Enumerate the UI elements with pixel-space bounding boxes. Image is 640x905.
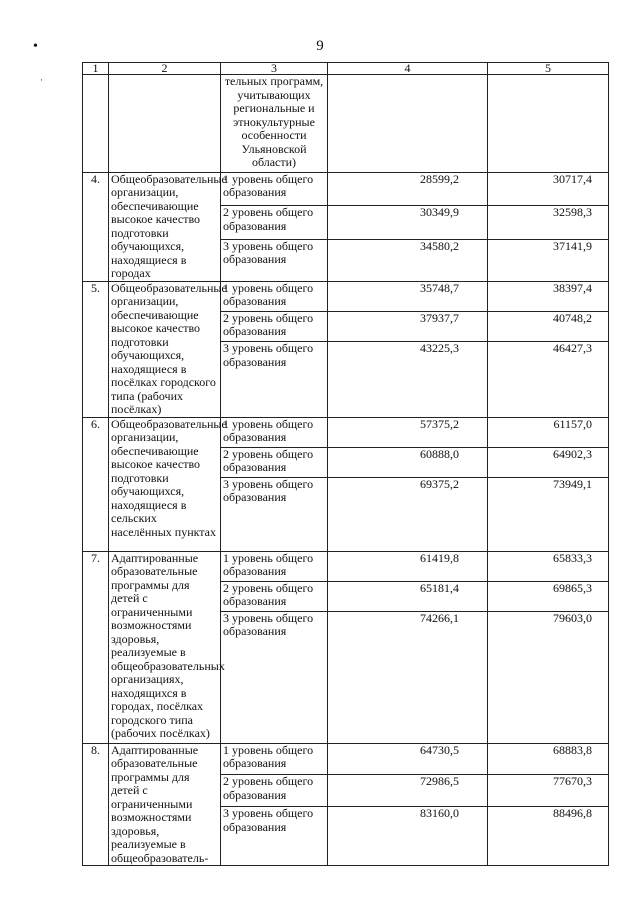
organization-type: Адаптированные образовательные программы для детей с ограниченными возможностями здоровья, реализуемые в общеобразователь- bbox=[109, 743, 221, 866]
value-col4: 34580,2 bbox=[328, 239, 488, 281]
organization-type: Общеобразовательные организации, обеспечивающие высокое качество подготовки обучающихся, находящиеся в сельских населённых пунктах bbox=[109, 417, 221, 551]
value-col5: 64902,3 bbox=[488, 447, 609, 477]
row-number: 8. bbox=[83, 743, 109, 866]
value-col5: 32598,3 bbox=[488, 206, 609, 240]
table-row bbox=[83, 417, 609, 447]
value-col4: 37937,7 bbox=[328, 311, 488, 341]
row-number: 5. bbox=[83, 281, 109, 417]
education-level: 2 уровень общего образования bbox=[221, 206, 328, 240]
value-col4: 74266,1 bbox=[328, 611, 488, 743]
scan-speck: • bbox=[33, 39, 38, 54]
name-cell bbox=[109, 75, 221, 173]
value-col4: 64730,5 bbox=[328, 743, 488, 775]
value-col4: 28599,2 bbox=[328, 172, 488, 206]
value-col5: 46427,3 bbox=[488, 342, 609, 417]
table-row bbox=[83, 743, 609, 775]
row-number: 4. bbox=[83, 172, 109, 281]
value-col5: 69865,3 bbox=[488, 581, 609, 611]
education-level: 2 уровень общего образования bbox=[221, 775, 328, 807]
num-cell bbox=[83, 75, 109, 173]
row-number: 6. bbox=[83, 417, 109, 551]
header-cell: 1 bbox=[83, 63, 109, 75]
value-col4: 65181,4 bbox=[328, 581, 488, 611]
value-col4: 61419,8 bbox=[328, 551, 488, 581]
value-col4: 60888,0 bbox=[328, 447, 488, 477]
value-col4: 43225,3 bbox=[328, 342, 488, 417]
value-col4: 83160,0 bbox=[328, 807, 488, 866]
row-number: 7. bbox=[83, 551, 109, 743]
education-level: 3 уровень общего образования bbox=[221, 477, 328, 551]
value-col4: 35748,7 bbox=[328, 281, 488, 311]
value-col4: 57375,2 bbox=[328, 417, 488, 447]
value-col5: 65833,3 bbox=[488, 551, 609, 581]
value-col5: 88496,8 bbox=[488, 807, 609, 866]
header-row bbox=[83, 63, 609, 75]
page-number: 9 bbox=[316, 38, 324, 54]
data-table bbox=[82, 62, 609, 866]
education-level: 3 уровень общего образования bbox=[221, 807, 328, 866]
organization-type: Общеобразовательные организации, обеспечивающие высокое качество подготовки обучающихся, находящиеся в посёлках городского типа (рабочих посёлках) bbox=[109, 281, 221, 417]
table-row bbox=[83, 551, 609, 581]
value-cell bbox=[328, 75, 488, 173]
header-cell: 4 bbox=[328, 63, 488, 75]
value-col5: 40748,2 bbox=[488, 311, 609, 341]
education-level: 1 уровень общего образования bbox=[221, 551, 328, 581]
value-col5: 37141,9 bbox=[488, 239, 609, 281]
table-row bbox=[83, 172, 609, 206]
value-col5: 38397,4 bbox=[488, 281, 609, 311]
continuation-row bbox=[83, 75, 609, 173]
education-level: 3 уровень общего образования bbox=[221, 611, 328, 743]
value-col5: 73949,1 bbox=[488, 477, 609, 551]
header-cell: 5 bbox=[488, 63, 609, 75]
value-col4: 30349,9 bbox=[328, 206, 488, 240]
value-cell bbox=[488, 75, 609, 173]
education-level: 2 уровень общего образования bbox=[221, 311, 328, 341]
table-row bbox=[83, 281, 609, 311]
education-level: 1 уровень общего образования bbox=[221, 417, 328, 447]
value-col5: 30717,4 bbox=[488, 172, 609, 206]
value-col4: 69375,2 bbox=[328, 477, 488, 551]
education-level: 2 уровень общего образования bbox=[221, 581, 328, 611]
education-level: 3 уровень общего образования bbox=[221, 239, 328, 281]
value-col5: 79603,0 bbox=[488, 611, 609, 743]
continuation-text: тельных программ, учитывающих региональные и этнокультурные особенности Ульяновской области) bbox=[221, 75, 328, 173]
education-level: 1 уровень общего образования bbox=[221, 281, 328, 311]
education-level: 1 уровень общего образования bbox=[221, 743, 328, 775]
value-col5: 77670,3 bbox=[488, 775, 609, 807]
value-col4: 72986,5 bbox=[328, 775, 488, 807]
header-cell: 3 bbox=[221, 63, 328, 75]
organization-type: Общеобразовательные организации, обеспечивающие высокое качество подготовки обучающихся, находящиеся в городах bbox=[109, 172, 221, 281]
value-col5: 61157,0 bbox=[488, 417, 609, 447]
education-level: 1 уровень общего образования bbox=[221, 172, 328, 206]
scan-speck: · bbox=[40, 75, 43, 85]
education-level: 2 уровень общего образования bbox=[221, 447, 328, 477]
education-level: 3 уровень общего образования bbox=[221, 342, 328, 417]
organization-type: Адаптированные образовательные программы для детей с ограниченными возможностями здоровья, реализуемые в общеобразовательных организациях, находящихся в городах, посёлках городского типа (рабочих посёлках) bbox=[109, 551, 221, 743]
value-col5: 68883,8 bbox=[488, 743, 609, 775]
header-cell: 2 bbox=[109, 63, 221, 75]
